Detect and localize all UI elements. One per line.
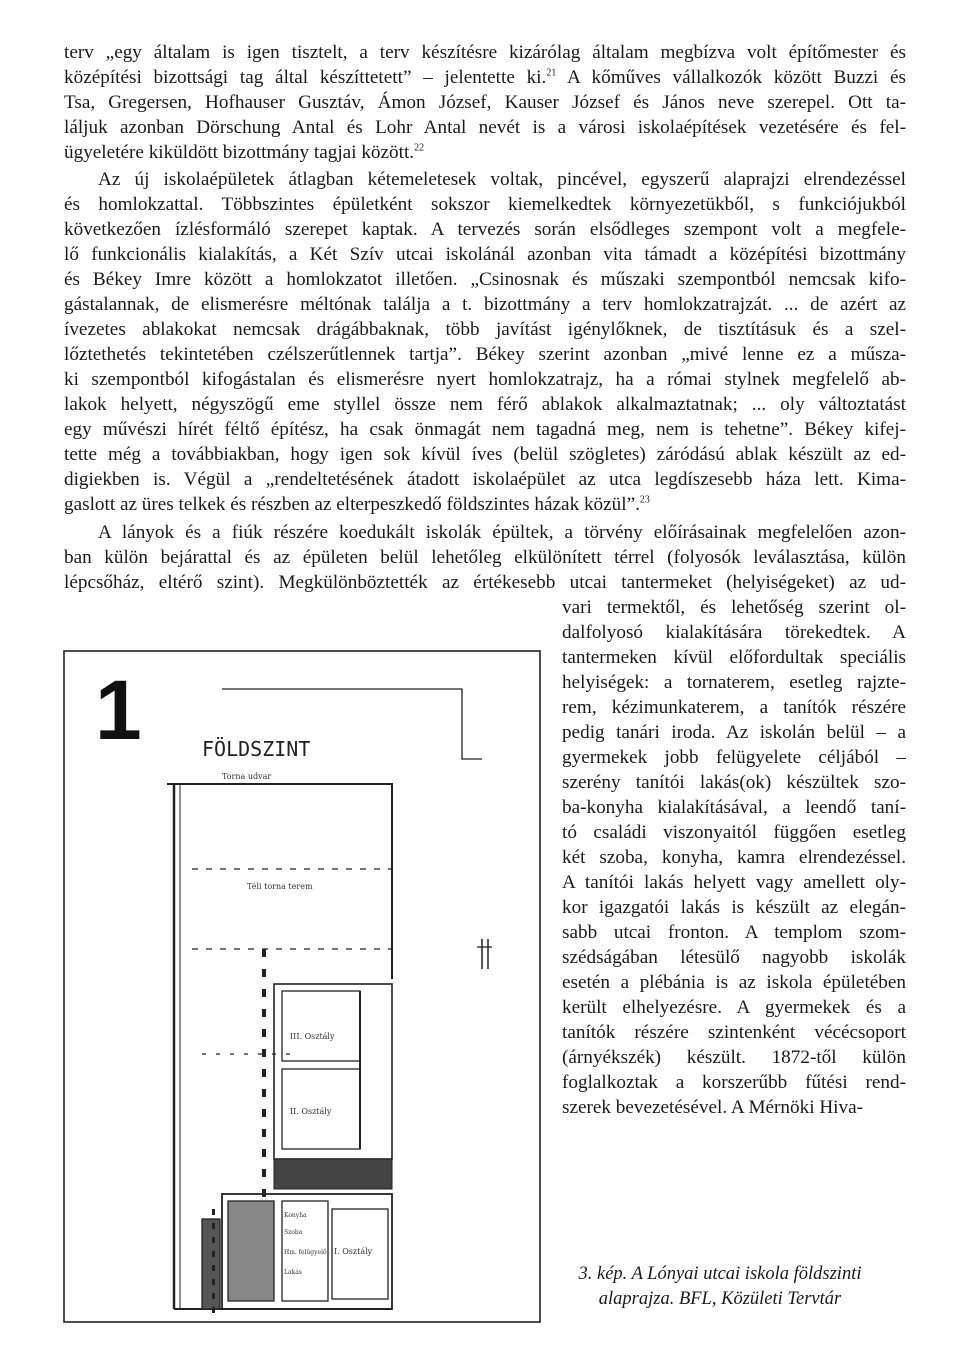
body-line-text: és Békey Imre között a homlokzatot illetően. „Csinosnak és műszaki szempontból nemcsak kifo- [64, 269, 906, 290]
column-line: tó családi viszonyaitól függően esetleg [562, 822, 906, 843]
pillar-marker [262, 1169, 266, 1177]
pillar-marker [212, 1251, 215, 1257]
footnote-ref: 23 [639, 494, 650, 506]
body-line [64, 570, 906, 595]
column-line: dalfolyosó kialakítására törekedtek. A [562, 622, 906, 643]
column-line: ba-konyha kialakításával, a leendő taní- [562, 797, 906, 818]
column-line: szerek bevezetésével. A Mérnöki Hiva- [562, 1097, 864, 1118]
body-line-text: Tsa, Gregersen, Hofhauser Gusztáv, Ámon József, Kauser József és János neve szerepel. Ott ta- [64, 92, 906, 113]
body-line [64, 40, 906, 65]
column-line: foglalkoztak a korszerűbb fűtési rend- [562, 1072, 906, 1093]
body-line [64, 192, 906, 217]
pillar-marker [212, 1237, 215, 1243]
body-line-text: ügyeletére kiküldött bizottmány tagjai között. [64, 142, 415, 163]
pillar-marker [262, 1029, 266, 1037]
column-line: A tanítói lakás helyett vagy amellett oly- [562, 872, 906, 893]
gym-label: Téli torna terem [247, 882, 313, 891]
body-line-text: következően ízlésformáló szerepet kaptak. A tervezés során elsődleges szempont volt a megfele- [64, 219, 906, 240]
column-line: tantermeken kívül előfordultak speciális [562, 647, 906, 668]
room-label-3: III. Osztály [290, 1032, 335, 1041]
pillar-marker [262, 1149, 266, 1157]
body-line-text: gaslott az üres telkek és részben az elterpeszkedő földszintes házak közül”. [64, 494, 640, 515]
figure-number: 1 [95, 663, 142, 757]
courtyard-label: Torna udvar [222, 772, 272, 781]
pillar-marker [262, 1089, 266, 1097]
pillar-marker [262, 1069, 266, 1077]
body-line [64, 442, 906, 467]
pillar-marker [262, 1189, 266, 1197]
column-line: vari termektől, és lehetőség szerint ol- [562, 597, 906, 618]
body-line-text: középítési bizottsági tag által készíttetett” – jelentette ki. [64, 67, 547, 88]
pillar-marker [262, 969, 266, 977]
column-line: gyermekek jobb felügyelete céljából – [562, 747, 906, 768]
body-line-text: lőztethetés tekintetében czélszerűtlennek tartja”. Békey szerint azonban „mivé lenne ez a műsza- [64, 344, 906, 365]
footnote-ref: 21 [546, 67, 557, 79]
body-line-text-after: A kőműves vállalkozók között Buzzi és [556, 67, 906, 88]
pillar-marker [212, 1279, 215, 1285]
column-line: pedig tanári iroda. Az iskolán belül – a [562, 722, 906, 743]
column-line: (árnyékszék) készült. 1872-től külön [562, 1047, 906, 1068]
body-line [64, 367, 906, 392]
body-line-text: ban külön bejárattal és az épületen belül lehetőleg elkülönített térrel (folyosók leválasztása, külön [64, 547, 906, 568]
floor-label: FÖLDSZINT [202, 737, 311, 761]
body-line [64, 392, 906, 417]
column-line: tanítók részére szintenként vécécsoport [562, 1022, 906, 1043]
column-line: szerény tanítói lakás(ok) készültek szo- [562, 772, 906, 793]
small-label-2: Szoba [284, 1229, 303, 1236]
pillar-marker [212, 1307, 215, 1313]
body-line [64, 65, 906, 90]
body-line [64, 242, 906, 267]
body-line [64, 90, 906, 115]
body-line [64, 545, 906, 570]
small-label-4: Lakás [284, 1269, 302, 1276]
pillar-marker [212, 1223, 215, 1229]
pillar-marker [262, 949, 266, 957]
body-line [64, 417, 906, 442]
column-line: két szoba, konyha, kamra elrendezéssel. [562, 847, 906, 868]
small-label-1: Konyha [284, 1212, 307, 1219]
pillar-marker [262, 1009, 266, 1017]
body-line-text: egy művészi hírét féltő építész, ha csak önmagát nem tagadná meg, nem is tehetne”. Békey kifej- [64, 419, 906, 440]
body-line [64, 167, 906, 192]
column-line: kor igazgatói lakás is készült az elegán- [562, 897, 906, 918]
body-line [64, 267, 906, 292]
caption-line-2: alaprajza. BFL, Közületi Tervtár [598, 1289, 842, 1309]
pillar-marker [212, 1265, 215, 1271]
body-line [64, 317, 906, 342]
body-line [64, 342, 906, 367]
body-line-text: lő funkcionális kialakítás, a Két Szív utcai iskolánál azonban vita támadt a középítési bizottmány [64, 244, 906, 265]
pillar-marker [212, 1209, 215, 1215]
column-line: szédságában létesülő nagyobb iskolák [562, 947, 906, 968]
footnote-ref: 22 [414, 142, 425, 154]
pillar-marker [262, 989, 266, 997]
body-line-text: A lányok és a fiúk részére koedukált iskolák épültek, a törvény előírásainak megfelelően azon- [98, 522, 906, 543]
pillar-marker [262, 1109, 266, 1117]
body-line-text: tette még a továbbiakban, hogy igen sok kívül íves (belül szögletes) záródású ablak készült az ed- [64, 444, 906, 465]
column-line: került elhelyezésre. A gyermekek és a [562, 997, 906, 1018]
body-line [64, 292, 906, 317]
body-line-text: és homlokzattal. Többszintes épületként sokszor kiemelkedtek környezetükből, s funkciójukból [64, 194, 906, 215]
body-line-text: láljuk azonban Dörschung Antal és Lohr Antal nevét is a városi iskolaépítések vezetésére és fel- [64, 117, 906, 138]
body-line [64, 467, 906, 492]
column-line: esetén a plébánia is az iskola épületében [562, 972, 906, 993]
body-line [64, 217, 906, 242]
body-line-text: gástalannak, de elismerésre méltónak találja a t. bizottmány a terv homlokzatrajzát. ... de azért az [64, 294, 906, 315]
body-line [64, 520, 906, 545]
body-line-text: lépcsőház, eltérő szint). Megkülönböztették az értékesebb utcai tantermeket (helyiségeket) az ud- [64, 572, 906, 593]
pillar-marker [262, 1049, 266, 1057]
column-line: rem, kézimunkaterem, a tanítók részére [562, 697, 906, 718]
column-line: sabb utcai fronton. A templom szom- [562, 922, 906, 943]
pillar-marker [212, 1293, 215, 1299]
body-line-text: terv „egy általam is igen tisztelt, a terv készítésre kizárólag általam megbízva volt építőmester és [64, 42, 906, 63]
small-label-3: Hm. felügyelő [284, 1249, 327, 1256]
caption-line-1: 3. kép. A Lónyai utcai iskola földszinti [578, 1264, 862, 1284]
body-line-text: ki szempontból kifogástalan és elismerésre nyert homlokzatrajz, ha a római stylnek megfelelő ab- [64, 369, 906, 390]
body-line-text: lakok helyett, négyszögű eme styllel össze nem férő ablakok alkalmaztatnak; ... oly változtatást [64, 394, 906, 415]
body-line-text: digiekben is. Végül a „rendeltetésének átadott iskolaépület az utca legdíszesebb háza lett. Kima- [64, 469, 906, 490]
body-line [64, 492, 906, 517]
body-line [64, 140, 906, 165]
body-line [64, 115, 906, 140]
column-line: helyiségek: a tornaterem, esetleg rajzte- [562, 672, 906, 693]
room-label-2: II. Osztály [290, 1107, 332, 1116]
body-line-text: ívezetes ablakokat nemcsak drágábbaknak, több javítást igénylőknek, de tisztításuk és a szel- [64, 319, 906, 340]
upper-wing [274, 984, 392, 1159]
room-label-1: I. Osztály [334, 1247, 373, 1256]
pillar-marker [262, 1129, 266, 1137]
body-line-text: Az új iskolaépületek átlagban kétemeletesek voltak, pincével, egyszerű alaprajzi elrendezéssel [98, 169, 906, 190]
